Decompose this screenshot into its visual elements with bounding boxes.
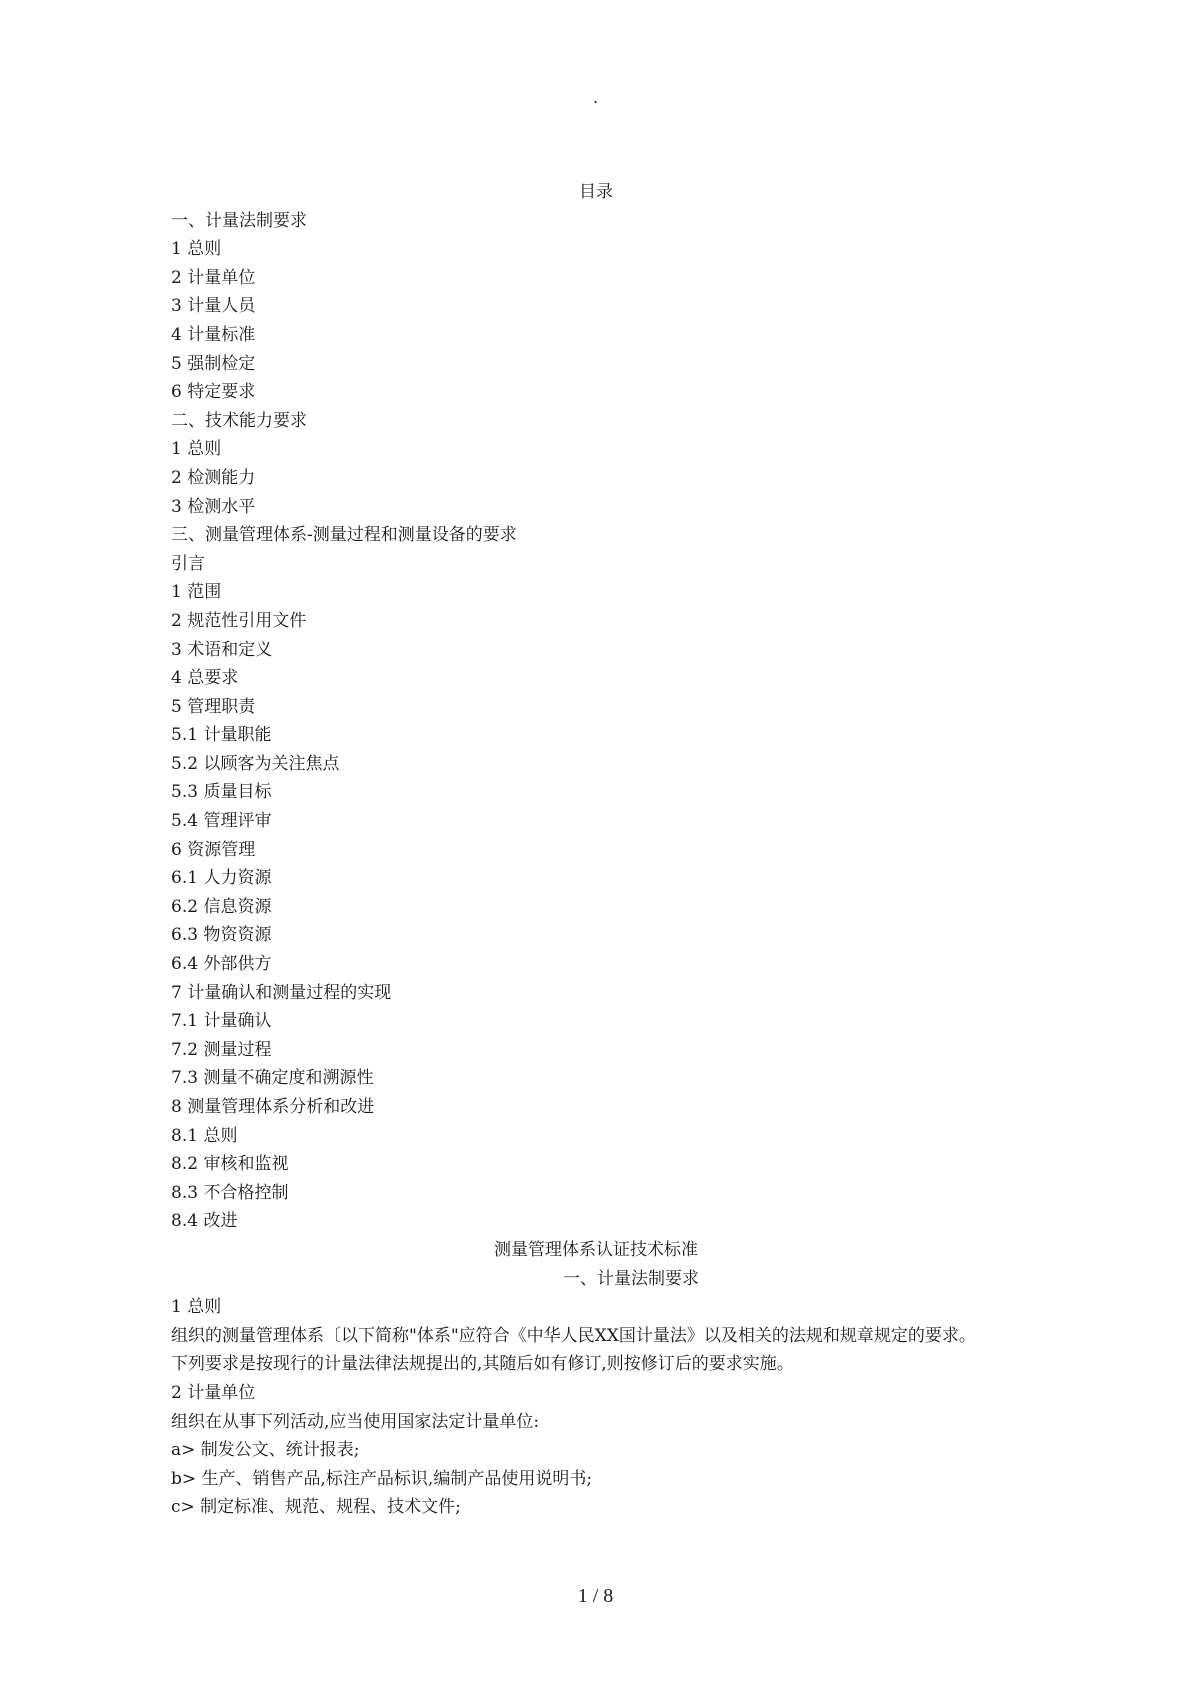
document-title: 测量管理体系认证技术标准	[494, 1239, 698, 1260]
toc-item: 7 计量确认和测量过程的实现	[171, 982, 392, 1003]
toc-item: 引言	[171, 553, 205, 574]
toc-item: 5.4 管理评审	[171, 811, 272, 832]
toc-item: 6.1 人力资源	[171, 868, 272, 889]
toc-item: 1 总则	[171, 439, 222, 460]
toc-item: 6.2 信息资源	[171, 896, 272, 917]
toc-list	[171, 207, 1051, 1236]
body-paragraph: 组织在从事下列活动,应当使用国家法定计量单位:	[171, 1411, 540, 1432]
toc-item: 5 强制检定	[171, 353, 256, 374]
toc-item: 4 计量标准	[171, 324, 256, 345]
section-heading: 2 计量单位	[171, 1382, 256, 1403]
toc-item: 8.2 审核和监视	[171, 1154, 289, 1175]
toc-item: 7.3 测量不确定度和溯源性	[171, 1068, 374, 1089]
toc-item: 3 术语和定义	[171, 639, 273, 660]
toc-item: 8.1 总则	[171, 1125, 238, 1146]
toc-item: 7.2 测量过程	[171, 1039, 272, 1060]
toc-item: 2 计量单位	[171, 267, 256, 288]
toc-item: 5.1 计量职能	[171, 725, 272, 746]
toc-item: 4 总要求	[171, 668, 239, 689]
toc-item: 6 特定要求	[171, 382, 256, 403]
toc-title: 目录	[579, 182, 613, 202]
toc-item: 2 规范性引用文件	[171, 610, 307, 631]
toc-item: 8.4 改进	[171, 1211, 238, 1232]
toc-item: 8.3 不合格控制	[171, 1182, 289, 1203]
toc-item: 5.3 质量目标	[171, 782, 272, 803]
body-paragraph: 下列要求是按现行的计量法律法规提出的,其随后如有修订,则按修订后的要求实施。	[171, 1354, 794, 1375]
toc-item: 6.4 外部供方	[171, 954, 272, 975]
toc-item: 三、测量管理体系-测量过程和测量设备的要求	[171, 525, 517, 546]
toc-item: 一、计量法制要求	[171, 210, 307, 231]
page-number: 1 / 8	[577, 1585, 614, 1607]
toc-item: 3 计量人员	[171, 296, 256, 317]
list-item: b> 生产、销售产品,标注产品标识,编制产品使用说明书;	[171, 1468, 593, 1489]
toc-item: 8 测量管理体系分析和改进	[171, 1097, 375, 1117]
body-paragraph: 组织的测量管理体系〔以下简称"体系"应符合《中华人民XX国计量法》以及相关的法规和规章规定的要求。	[171, 1325, 976, 1346]
list-item: c> 制定标准、规范、规程、技术文件;	[171, 1497, 461, 1518]
section-heading: 1 总则	[171, 1297, 222, 1318]
toc-item: 5.2 以顾客为关注焦点	[171, 753, 340, 774]
list-item: a> 制发公文、统计报表;	[171, 1440, 360, 1461]
section-title: 一、计量法制要求	[563, 1268, 699, 1289]
header-mark: .	[592, 88, 599, 107]
toc-item: 6.3 物资资源	[171, 925, 272, 946]
toc-item: 6 资源管理	[171, 839, 256, 860]
page-content	[171, 178, 1051, 1522]
toc-item: 1 总则	[171, 239, 222, 260]
toc-item: 7.1 计量确认	[171, 1011, 272, 1032]
toc-item: 2 检测能力	[171, 467, 256, 488]
toc-item: 3 检测水平	[171, 496, 256, 517]
toc-item: 5 管理职责	[171, 696, 256, 717]
toc-item: 二、技术能力要求	[171, 410, 307, 431]
toc-item: 1 范围	[171, 582, 222, 603]
